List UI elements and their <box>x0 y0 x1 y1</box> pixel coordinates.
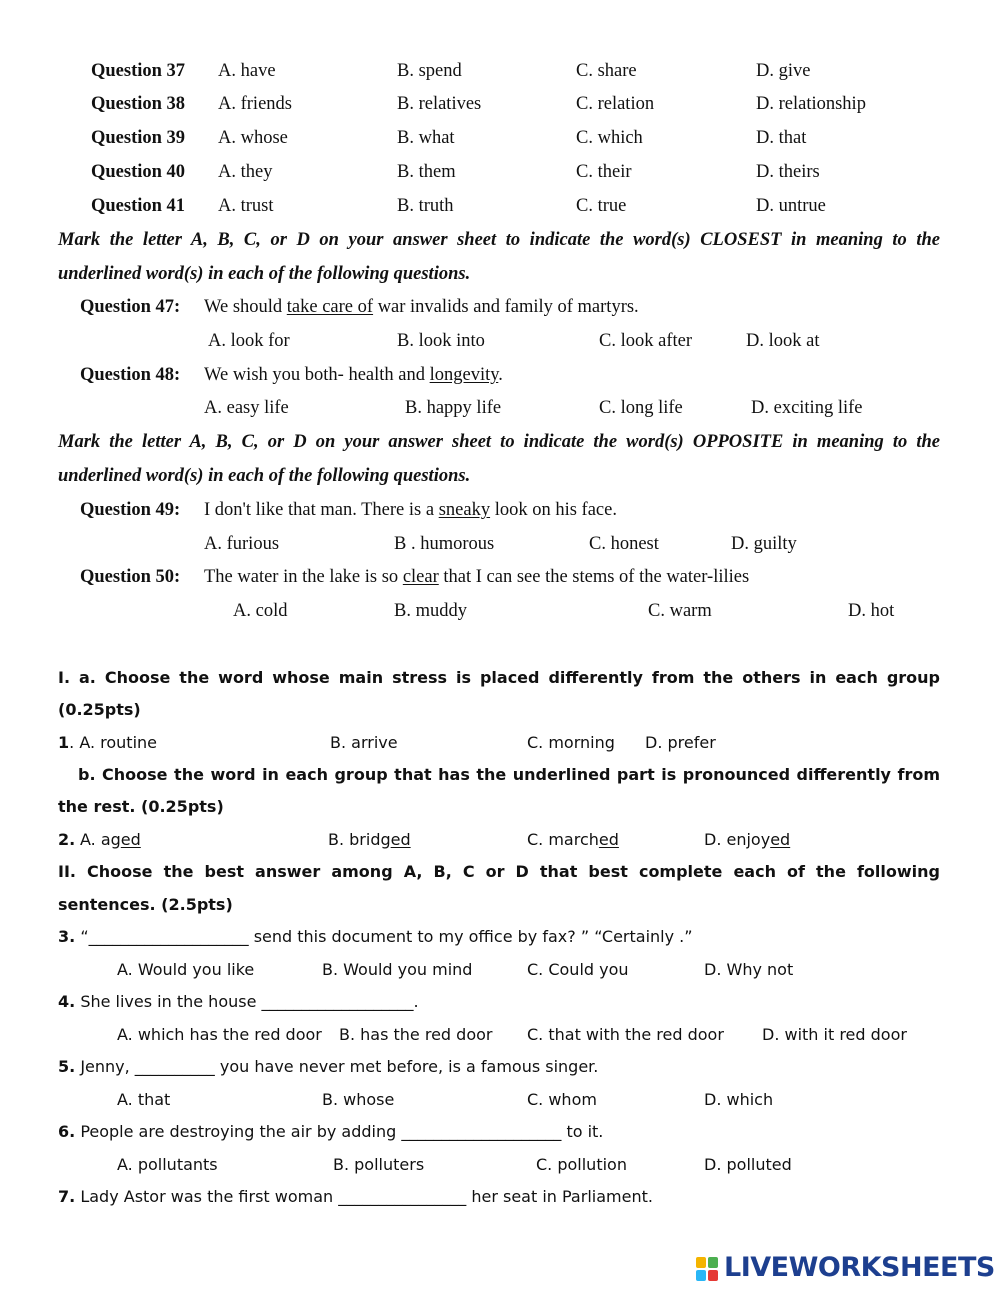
option-a: A. easy life <box>204 398 289 418</box>
option-a: A. furious <box>204 534 280 554</box>
question-number: 1 <box>58 733 70 752</box>
option-b: B. what <box>397 128 455 148</box>
option-a: A. that <box>117 1090 171 1109</box>
section-heading: I. a. Choose the word whose main stress is placed differently from the others in each group <box>58 668 940 687</box>
option-a: . A. routine <box>69 733 158 752</box>
question-number: Question 47: <box>80 297 181 317</box>
opposite-instruction: Mark the letter A, B, C, or D on your answer sheet to indicate the word(s) OPPOSITE in meaning to the <box>58 432 940 452</box>
section-heading: II. Choose the best answer among A, B, C or D that best complete each of the following <box>58 862 940 881</box>
liveworksheets-logo-icon <box>696 1257 720 1283</box>
option-d: D. prefer <box>645 733 716 752</box>
question-number: Question 50: <box>80 567 181 587</box>
option-a: A. friends <box>218 94 292 114</box>
option-a: A. have <box>218 61 276 81</box>
question-number: Question 39 <box>91 128 186 148</box>
option-d: D. theirs <box>756 162 820 182</box>
option-c: C. which <box>576 128 643 148</box>
option-b: B. arrive <box>330 733 398 752</box>
option-d: D. untrue <box>756 196 826 216</box>
question-number: 5. <box>58 1057 76 1076</box>
question-stem: 5. Jenny, __________ you have never met before, is a famous singer. <box>58 1057 599 1076</box>
option-c: C. relation <box>576 94 655 114</box>
option-a: A. whose <box>218 128 288 148</box>
option-c: C. whom <box>527 1090 597 1109</box>
option-d: D. that <box>756 128 807 148</box>
option-a: A. trust <box>218 196 274 216</box>
option-c: C. marched <box>527 830 619 849</box>
option-d: D. relationship <box>756 94 866 114</box>
option-d: D. give <box>756 61 811 81</box>
option-a: A. aged <box>80 830 141 849</box>
option-b: B . humorous <box>394 534 495 554</box>
option-a: A. pollutants <box>117 1155 218 1174</box>
option-b: B. polluters <box>333 1155 425 1174</box>
section-heading-cont: sentences. (2.5pts) <box>58 895 233 914</box>
question-number: Question 41 <box>91 196 186 216</box>
question-number: 2. <box>58 830 76 849</box>
option-a: A. which has the red door <box>117 1025 322 1044</box>
option-b: B. muddy <box>394 601 467 621</box>
option-d: D. hot <box>848 601 895 621</box>
underlined-word: sneaky <box>438 500 491 520</box>
option-d: D. which <box>704 1090 774 1109</box>
option-b: B. truth <box>397 196 454 216</box>
brand-name: LIVEWORKSHEETS <box>724 1252 995 1283</box>
closest-instruction: Mark the letter A, B, C, or D on your answer sheet to indicate the word(s) CLOSEST in meaning to the <box>58 230 940 250</box>
question-number: 6. <box>58 1122 76 1141</box>
liveworksheets-logo[interactable] <box>696 1252 995 1287</box>
underlined-word: clear <box>402 567 439 587</box>
question-number: Question 40 <box>91 162 186 182</box>
closest-instruction-cont: underlined word(s) in each of the following questions. <box>58 264 471 284</box>
option-c: C. their <box>576 162 632 182</box>
question-number: 7. <box>58 1187 76 1206</box>
question-stem: 4. She lives in the house ___________________. <box>58 992 419 1011</box>
option-a: A. look for <box>208 331 290 351</box>
underlined-word: take care of <box>286 297 374 317</box>
underlined-word: longevity <box>429 365 499 385</box>
option-a: A. they <box>218 162 273 182</box>
option-b: B. has the red door <box>339 1025 493 1044</box>
option-b: B. look into <box>397 331 485 351</box>
option-a: A. Would you like <box>117 960 255 979</box>
option-c: C. warm <box>648 601 712 621</box>
option-b: B. spend <box>397 61 462 81</box>
option-c: C. share <box>576 61 637 81</box>
option-d: D. with it red door <box>762 1025 907 1044</box>
question-number: Question 48: <box>80 365 181 385</box>
question-number: Question 49: <box>80 500 181 520</box>
section-heading-cont: the rest. (0.25pts) <box>58 797 224 816</box>
option-c: C. morning <box>527 733 615 752</box>
section-heading: b. Choose the word in each group that has the underlined part is pronounced differently from <box>78 765 940 784</box>
question-stem: We wish you both- health and longevity. <box>204 365 503 385</box>
option-d: D. look at <box>746 331 820 351</box>
option-d: D. Why not <box>704 960 794 979</box>
option-c: C. Could you <box>527 960 629 979</box>
opposite-instruction-cont: underlined word(s) in each of the following questions. <box>58 466 471 486</box>
question-stem: We should take care of war invalids and family of martyrs. <box>204 297 639 317</box>
option-d: D. enjoyed <box>704 830 791 849</box>
question-stem <box>58 735 157 751</box>
question-stem: 3. “____________________ send this document to my office by fax? ” “Certainly .” <box>58 927 693 946</box>
question-stem: I don't like that man. There is a sneaky look on his face. <box>204 500 617 520</box>
question-stem: The water in the lake is so clear that I can see the stems of the water-lilies <box>204 567 750 587</box>
option-d: D. polluted <box>704 1155 792 1174</box>
question-number: 4. <box>58 992 76 1011</box>
option-a: A. cold <box>233 601 288 621</box>
option-c: C. honest <box>589 534 659 554</box>
question-stem: 7. Lady Astor was the first woman ________________ her seat in Parliament. <box>58 1187 653 1206</box>
section-heading-cont: (0.25pts) <box>58 700 141 719</box>
option-b: B. happy life <box>405 398 502 418</box>
option-c: C. pollution <box>536 1155 627 1174</box>
question-number: Question 37 <box>91 61 186 81</box>
question-stem: 6. People are destroying the air by adding ____________________ to it. <box>58 1122 604 1141</box>
option-c: C. that with the red door <box>527 1025 724 1044</box>
question-number: 3. <box>58 927 76 946</box>
option-b: B. them <box>397 162 456 182</box>
option-c: C. look after <box>599 331 692 351</box>
option-b: B. relatives <box>397 94 482 114</box>
option-b: B. Would you mind <box>322 960 473 979</box>
option-d: D. guilty <box>731 534 797 554</box>
option-c: C. true <box>576 196 627 216</box>
option-d: D. exciting life <box>751 398 863 418</box>
option-b: B. bridged <box>328 830 411 849</box>
question-number: Question 38 <box>91 94 186 114</box>
option-b: B. whose <box>322 1090 395 1109</box>
option-c: C. long life <box>599 398 683 418</box>
